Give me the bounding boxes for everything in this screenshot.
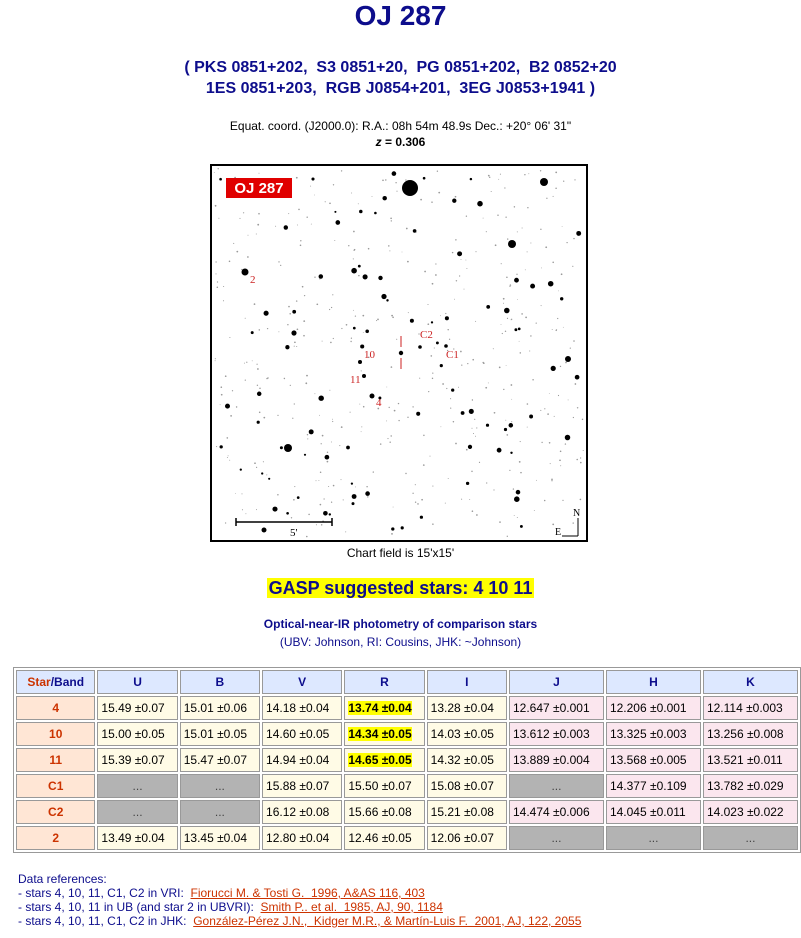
header-band-i: I (427, 670, 507, 694)
reference-prefix: - stars 4, 10, 11, C1, C2 in JHK: (18, 914, 194, 928)
cell-magnitude: 13.28 ±0.04 (427, 696, 507, 720)
photometry-title: Optical-near-IR photometry of comparison stars (263, 617, 538, 631)
row-star-label: C2 (16, 800, 95, 824)
header-band-b: B (180, 670, 260, 694)
reference-item (18, 886, 581, 900)
cell-magnitude: 14.474 ±0.006 (509, 800, 604, 824)
redshift (0, 134, 801, 150)
cell-magnitude (344, 696, 424, 720)
row-star-label: 4 (16, 696, 95, 720)
cell-magnitude: 15.08 ±0.07 (427, 774, 507, 798)
cell-no-data: ... (509, 826, 604, 850)
cell-no-data: ... (606, 826, 701, 850)
finding-chart (210, 164, 588, 542)
cell-magnitude: 13.568 ±0.005 (606, 748, 701, 772)
header-band-v: V (262, 670, 342, 694)
highlighted-magnitude: 14.34 ±0.05 (348, 727, 412, 741)
header-band: Band (54, 675, 85, 689)
cell-magnitude: 15.50 ±0.07 (344, 774, 424, 798)
header-band-j: J (509, 670, 604, 694)
cell-magnitude: 13.889 ±0.004 (509, 748, 604, 772)
star-label-c1: C1 (446, 349, 459, 361)
photometry-subtitle: (UBV: Johnson, RI: Cousins, JHK: ~Johnson) (279, 635, 522, 649)
finding-chart-image (212, 166, 586, 540)
cell-no-data: ... (703, 826, 798, 850)
cell-magnitude: 14.60 ±0.05 (262, 722, 342, 746)
redshift-value: = 0.306 (384, 135, 426, 149)
cell-magnitude: 15.47 ±0.07 (180, 748, 260, 772)
redshift-label: z (375, 135, 382, 149)
star-label-c2: C2 (420, 329, 433, 341)
cell-magnitude: 16.12 ±0.08 (262, 800, 342, 824)
north-label: N (573, 508, 581, 519)
cell-magnitude: 13.45 ±0.04 (180, 826, 260, 850)
cell-magnitude: 14.18 ±0.04 (262, 696, 342, 720)
cell-no-data: ... (97, 800, 177, 824)
cell-magnitude: 13.782 ±0.029 (703, 774, 798, 798)
chart-object-label: OJ 287 (234, 180, 284, 197)
row-star-label: 10 (16, 722, 95, 746)
cell-magnitude (344, 722, 424, 746)
cell-magnitude: 15.39 ±0.07 (97, 748, 177, 772)
highlighted-magnitude: 14.65 ±0.05 (348, 753, 412, 767)
reference-prefix: - stars 4, 10, 11 in UB (and star 2 in UBVRI): (18, 900, 261, 914)
cell-magnitude: 13.256 ±0.008 (703, 722, 798, 746)
star-label-2: 2 (250, 274, 256, 286)
header-sep: / (50, 675, 55, 689)
chart-caption: Chart field is 15'x15' (346, 546, 455, 560)
cell-magnitude: 14.045 ±0.011 (606, 800, 701, 824)
cell-magnitude: 15.49 ±0.07 (97, 696, 177, 720)
reference-link-fiorucci[interactable]: Fiorucci M. & Tosti G. 1996, A&AS 116, 403 (190, 886, 425, 900)
star-label-10: 10 (364, 349, 375, 361)
cell-magnitude: 15.88 ±0.07 (262, 774, 342, 798)
cell-magnitude (344, 748, 424, 772)
star-label-4: 4 (376, 397, 382, 409)
cell-magnitude: 12.206 ±0.001 (606, 696, 701, 720)
gasp-suggested-stars (0, 578, 801, 599)
header-band-h: H (606, 670, 701, 694)
reference-item (18, 914, 581, 928)
header-band-u: U (97, 670, 177, 694)
reference-link-smith[interactable]: Smith P.. et al. 1985, AJ, 90, 1184 (260, 900, 443, 914)
row-star-label: 11 (16, 748, 95, 772)
scale-label: 5' (290, 527, 298, 539)
cell-magnitude: 14.03 ±0.05 (427, 722, 507, 746)
table-row (16, 774, 798, 798)
gasp-text: GASP suggested stars: 4 10 11 (268, 578, 533, 598)
header-band-k: K (703, 670, 798, 694)
alias-list (0, 57, 801, 99)
cell-magnitude: 15.00 ±0.05 (97, 722, 177, 746)
cell-magnitude: 13.325 ±0.003 (606, 722, 701, 746)
cell-magnitude: 13.612 ±0.003 (509, 722, 604, 746)
star-label-11: 11 (350, 374, 361, 386)
header-band-r: R (344, 670, 424, 694)
photometry-table (13, 667, 801, 853)
cell-no-data: ... (180, 800, 260, 824)
highlighted-magnitude: 13.74 ±0.04 (348, 701, 412, 715)
data-references (18, 872, 581, 928)
reference-prefix: - stars 4, 10, 11, C1, C2 in VRI: (18, 886, 191, 900)
alias-line-1: ( PKS 0851+202, S3 0851+20, PG 0851+202, B2 0852+20 (184, 59, 617, 76)
cell-magnitude: 12.80 ±0.04 (262, 826, 342, 850)
cell-magnitude: 15.21 ±0.08 (427, 800, 507, 824)
table-row (16, 722, 798, 746)
cell-magnitude: 13.521 ±0.011 (703, 748, 798, 772)
table-row (16, 748, 798, 772)
equatorial-coordinates: Equat. coord. (J2000.0): R.A.: 08h 54m 48.9s Dec.: +20° 06' 31" (229, 119, 572, 133)
reference-item (18, 900, 581, 914)
header-star: Star (27, 675, 51, 689)
cell-magnitude: 12.46 ±0.05 (344, 826, 424, 850)
table-row (16, 826, 798, 850)
cell-magnitude: 12.06 ±0.07 (427, 826, 507, 850)
cell-magnitude: 14.023 ±0.022 (703, 800, 798, 824)
references-heading: Data references: (18, 872, 107, 886)
table-header-row (16, 670, 798, 694)
cell-magnitude: 12.647 ±0.001 (509, 696, 604, 720)
cell-magnitude: 15.01 ±0.05 (180, 722, 260, 746)
cell-magnitude: 15.66 ±0.08 (344, 800, 424, 824)
alias-line-2: 1ES 0851+203, RGB J0854+201, 3EG J0853+1941 ) (205, 80, 596, 97)
table-row (16, 696, 798, 720)
cell-magnitude: 14.94 ±0.04 (262, 748, 342, 772)
cell-no-data: ... (97, 774, 177, 798)
page-title: OJ 287 (354, 0, 447, 31)
header-star-band (16, 670, 95, 694)
cell-magnitude: 14.377 ±0.109 (606, 774, 701, 798)
east-label: E (555, 527, 562, 538)
cell-magnitude: 13.49 ±0.04 (97, 826, 177, 850)
row-star-label: C1 (16, 774, 95, 798)
coordinates (0, 118, 801, 150)
cell-magnitude: 15.01 ±0.06 (180, 696, 260, 720)
table-row (16, 800, 798, 824)
row-star-label: 2 (16, 826, 95, 850)
cell-magnitude: 12.114 ±0.003 (703, 696, 798, 720)
cell-no-data: ... (509, 774, 604, 798)
cell-magnitude: 14.32 ±0.05 (427, 748, 507, 772)
cell-no-data: ... (180, 774, 260, 798)
reference-link-gonzalez[interactable]: González-Pérez J.N., Kidger M.R., & Martín-Luis F. 2001, AJ, 122, 2055 (193, 914, 582, 928)
